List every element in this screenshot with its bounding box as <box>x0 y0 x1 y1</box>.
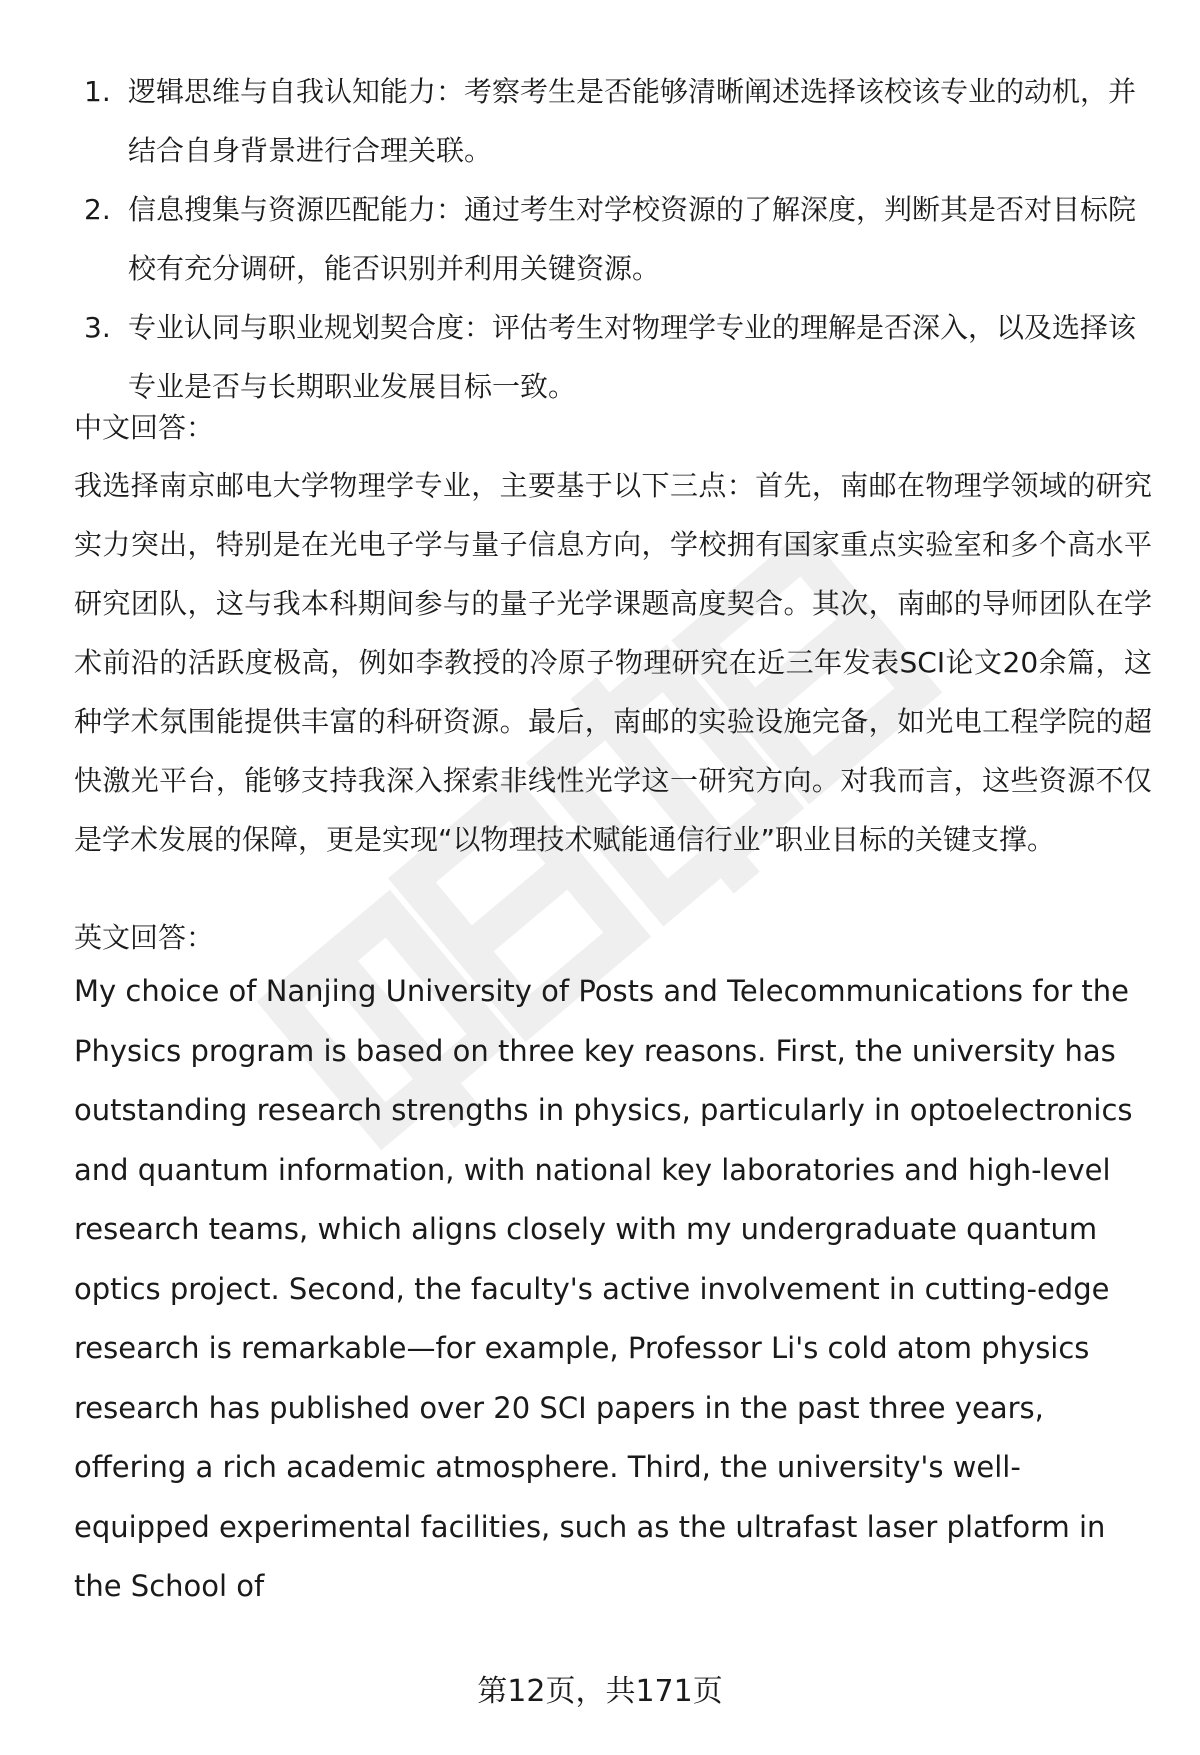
page-number: 第12页，共171页 <box>477 1674 723 1709</box>
english-answer-label: 英文回答： <box>74 921 215 954</box>
evaluation-criteria-list <box>74 62 1144 416</box>
criteria-number: 2. <box>84 193 111 226</box>
criteria-number: 1. <box>84 75 111 108</box>
criteria-text: 信息搜集与资源匹配能力：通过考生对学校资源的了解深度，判断其是否对目标院校有充分调研，能否识别并利用关键资源。 <box>128 193 1137 285</box>
criteria-item-1 <box>74 62 1144 180</box>
chinese-answer-label: 中文回答： <box>74 411 215 444</box>
criteria-item-2 <box>74 180 1144 298</box>
english-answer-text: My choice of Nanjing University of Posts and Telecommunications for the Physics program is based on three key reasons. First, the university has outstanding research strengths in physics, particularly in optoelectronics and quantum information, with national key laboratories and high-level research teams, which aligns closely with my undergraduate quantum optics project. Second, the faculty's active involvement in cutting-edge research is remarkable—for example, Professor Li's cold atom physics research has published over 20 SCI papers in the past three years, offering a rich academic atmosphere. Third, the university's well-equipped experimental facilities, such as the ultrafast laser platform in the School of <box>74 974 1133 1603</box>
criteria-number: 3. <box>84 311 111 344</box>
chinese-answer-text: 我选择南京邮电大学物理学专业，主要基于以下三点：首先，南邮在物理学领域的研究实力突出，特别是在光电子学与量子信息方向，学校拥有国家重点实验室和多个高水平研究团队，这与我本科期间参与的量子光学课题高度契合。其次，南邮的导师团队在学术前沿的活跃度极高，例如李教授的冷原子物理研究在近三年发表SCI论文20余篇，这种学术氛围能提供丰富的科研资源。最后，南邮的实验设施完备，如光电工程学院的超快激光平台，能够支持我深入探索非线性光学这一研究方向。对我而言，这些资源不仅是学术发展的保障，更是实现“以物理技术赋能通信行业”职业目标的关键支撑。 <box>74 469 1152 856</box>
criteria-text: 逻辑思维与自我认知能力：考察考生是否能够清晰阐述选择该校该专业的动机，并结合自身背景进行合理关联。 <box>128 75 1137 167</box>
criteria-item-3 <box>74 298 1144 416</box>
criteria-text: 专业认同与职业规划契合度：评估考生对物理学专业的理解是否深入，以及选择该专业是否与长期职业发展目标一致。 <box>128 311 1137 403</box>
